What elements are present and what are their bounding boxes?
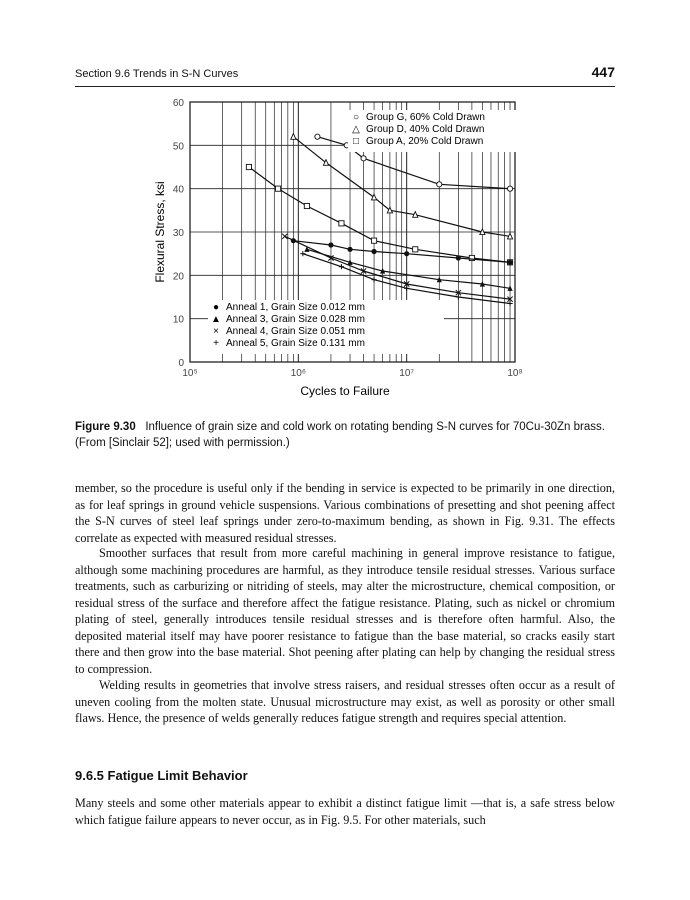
chart-curves bbox=[246, 134, 512, 307]
x-tick-label: 10⁸ bbox=[507, 368, 523, 379]
data-point bbox=[339, 221, 344, 226]
y-tick-label: 20 bbox=[172, 271, 184, 283]
page-number: 447 bbox=[591, 64, 615, 80]
legend-entry: Anneal 3, Grain Size 0.028 mm bbox=[226, 314, 365, 325]
figure-label: Figure 9.30 bbox=[75, 421, 136, 433]
legend-marker: + bbox=[213, 338, 219, 349]
y-tick-label: 30 bbox=[172, 228, 184, 239]
paragraph-1: member, so the procedure is useful only if the bending in service is expected to be primarily in one direction, as for leaf springs in ground vehicle suspensions. Various combinations of presetting and shot peening affect the S-N curves of steel leaf springs under zero-to-maximum bending, as shown in Fig. 9.31. The effects correlate as expected with measured residual stresses. bbox=[75, 481, 615, 545]
legend-entry: Group D, 40% Cold Drawn bbox=[366, 124, 485, 135]
running-header bbox=[75, 66, 615, 87]
data-point bbox=[413, 247, 418, 252]
figure-caption bbox=[75, 419, 615, 451]
data-point bbox=[456, 255, 461, 260]
data-point bbox=[371, 249, 376, 254]
section-heading: 9.6.5 Fatigue Limit Behavior bbox=[75, 768, 248, 783]
data-point bbox=[404, 251, 409, 256]
series-3 bbox=[246, 164, 512, 265]
data-point bbox=[507, 186, 512, 191]
legend-marker: □ bbox=[352, 136, 360, 147]
data-point bbox=[328, 242, 333, 247]
y-tick-label: 50 bbox=[172, 141, 184, 153]
legend-marker: ○ bbox=[352, 112, 360, 123]
data-point bbox=[323, 160, 328, 166]
caption-text: Influence of grain size and cold work on rotating bending S-N curves for 70Cu-30Zn brass. (From [Sinclair 52]; used with permission.) bbox=[75, 421, 605, 449]
data-point bbox=[507, 260, 512, 265]
data-point bbox=[304, 203, 309, 208]
data-point bbox=[246, 164, 251, 169]
legend-entry: Anneal 4, Grain Size 0.051 mm bbox=[226, 326, 365, 337]
data-point bbox=[371, 194, 376, 200]
y-tick-label: 10 bbox=[172, 314, 184, 326]
paragraph-3: Welding results in geometries that involve stress raisers, and residual stresses often occur as a result of uneven cooling from the molten state. Unusual microstructure may exist, as well as porosity or other small flaws. Hence, the presence of welds generally reduces fatigue strength and requires special attention. bbox=[75, 678, 615, 725]
x-tick-label: 10⁵ bbox=[182, 368, 198, 379]
data-point bbox=[315, 134, 320, 139]
paragraph-4: Many steels and some other materials appear to exhibit a distinct fatigue limit —that is, a safe stress below which fatigue failure appears to never occur, as in Fig. 9.5. For other materials, such bbox=[75, 796, 615, 827]
paragraph-2: Smoother surfaces that result from more careful machining in general improve resistance to fatigue, although some machining procedures are harmful, as they introduce tensile residual stresses. Various surface treatments, such as carburizing or nitriding of steels, may alter the microstructure, chemical composition, or residual stress of the surface and therefore affect the fatigue resistance. Plating, such as nickel or chromium plating of steel, generally introduces tensile residual stresses and is therefore often harmful. Also, the deposited material itself may have poorer resistance to fatigue than the base material, so cracks easily start there and then grow into the base material. Shot peening after plating can help by changing the residual stress to compression. bbox=[75, 546, 615, 676]
x-axis-label: Cycles to Failure bbox=[300, 384, 390, 398]
legend-marker: ▲ bbox=[211, 314, 221, 325]
y-tick-label: 0 bbox=[178, 358, 184, 369]
legend-top bbox=[348, 110, 530, 152]
y-tick-label: 60 bbox=[172, 98, 184, 109]
sn-curve-chart bbox=[150, 92, 530, 402]
section-title: Section 9.6 Trends in S-N Curves bbox=[75, 68, 239, 80]
data-point bbox=[275, 186, 280, 191]
data-point bbox=[361, 156, 366, 161]
data-point bbox=[371, 238, 376, 243]
legend-entry: Group G, 60% Cold Drawn bbox=[366, 112, 485, 123]
x-tick-label: 10⁶ bbox=[290, 368, 306, 379]
legend-marker: ● bbox=[212, 302, 220, 313]
data-point bbox=[347, 247, 352, 252]
legend-marker: △ bbox=[352, 124, 360, 135]
legend-bottom bbox=[208, 300, 444, 354]
legend-marker: × bbox=[213, 326, 219, 337]
legend-entry: Anneal 1, Grain Size 0.012 mm bbox=[226, 302, 365, 313]
y-axis-label: Flexural Stress, ksi bbox=[153, 181, 167, 283]
x-tick-label: 10⁷ bbox=[399, 368, 415, 379]
legend-entry: Anneal 5, Grain Size 0.131 mm bbox=[226, 338, 365, 349]
legend-entry: Group A, 20% Cold Drawn bbox=[366, 136, 484, 147]
y-tick-label: 40 bbox=[172, 184, 184, 196]
data-point bbox=[291, 134, 296, 140]
data-point bbox=[437, 182, 442, 187]
